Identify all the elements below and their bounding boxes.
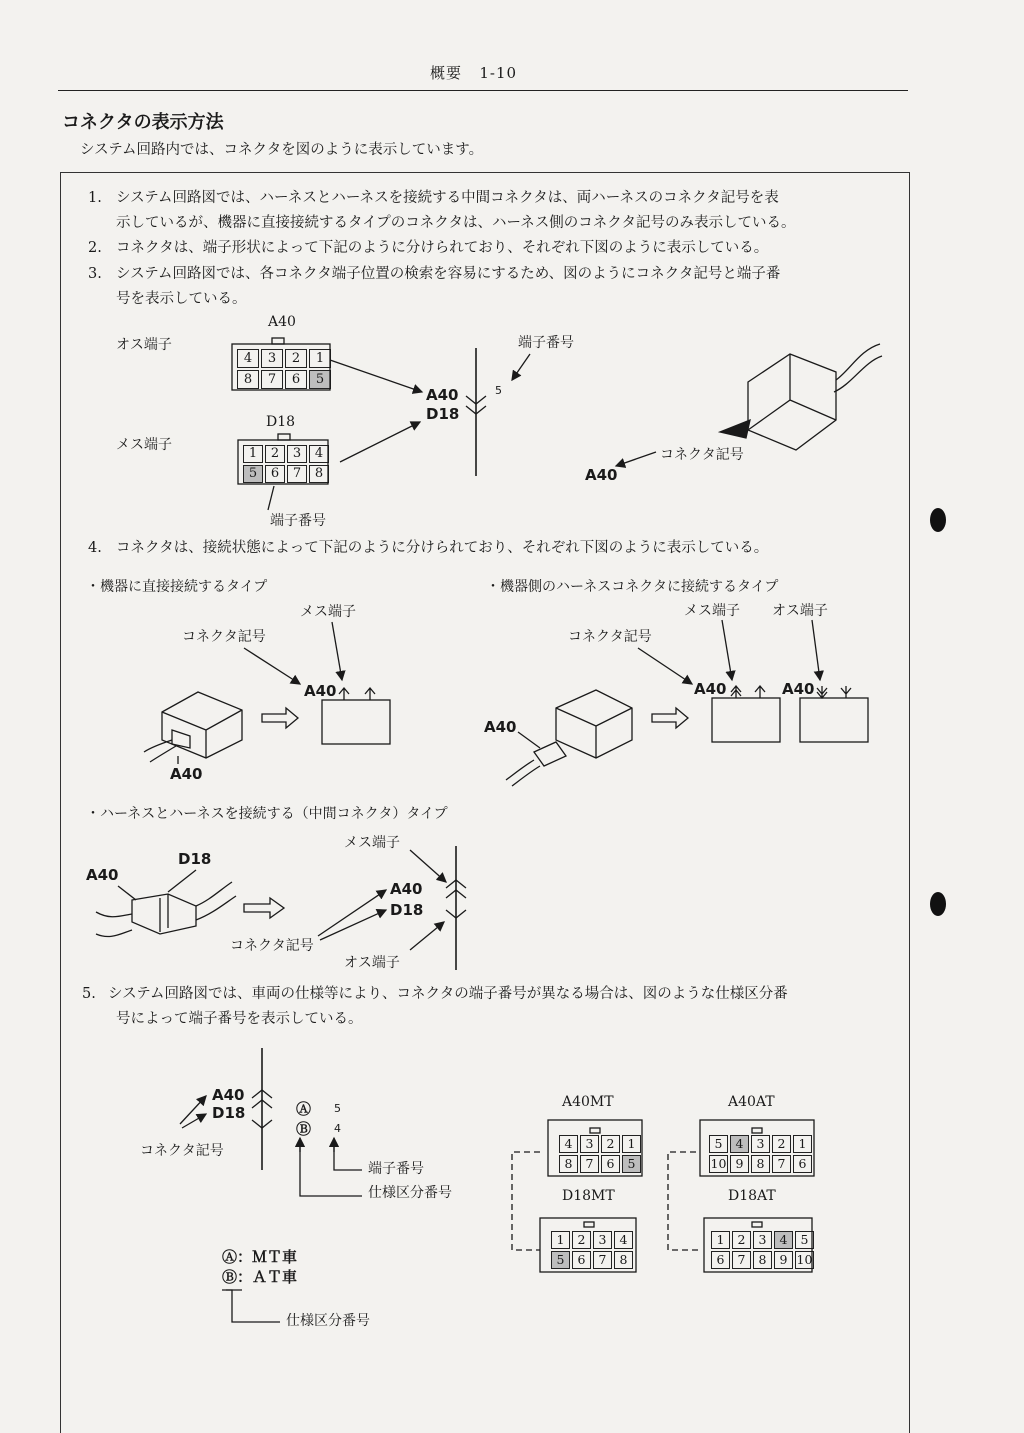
right-box1-code: A40 xyxy=(694,680,727,698)
grid-cell: 7 xyxy=(580,1155,599,1173)
item-3-number: 3. xyxy=(88,266,102,282)
grid-cell: 1 xyxy=(793,1135,812,1153)
spec-pin-b: 4 xyxy=(334,1122,341,1135)
male-connector-code: A40 xyxy=(268,314,296,330)
female-connector-grid xyxy=(242,444,330,484)
grid-cell: 7 xyxy=(772,1155,791,1173)
grid-cell: 3 xyxy=(261,349,283,368)
diagram-pin-number: 5 xyxy=(495,384,502,397)
grid-cell: 5 xyxy=(795,1231,814,1249)
grid-cell: 3 xyxy=(580,1135,599,1153)
middle-symbol-label: コネクタ記号 xyxy=(230,938,314,954)
grid-cell-shaded: 5 xyxy=(309,370,331,389)
d18at-title: D18AT xyxy=(728,1188,776,1204)
header-rule xyxy=(58,90,908,91)
connector-code-label: A40 xyxy=(585,466,618,484)
grid-cell: 2 xyxy=(732,1231,751,1249)
grid-cell: 7 xyxy=(261,370,283,389)
grid-cell: 1 xyxy=(243,445,263,463)
item-5-number: 5. xyxy=(82,986,96,1002)
grid-cell: 8 xyxy=(753,1251,772,1269)
grid-cell: 8 xyxy=(309,465,329,483)
item-2-line-1: コネクタは、端子形状によって下記のように分けられており、それぞれ下図のように表示している。 xyxy=(116,240,769,256)
grid-cell: 1 xyxy=(309,349,331,368)
grid-cell: 8 xyxy=(751,1155,770,1173)
grid-cell: 8 xyxy=(559,1155,578,1173)
grid-cell: 6 xyxy=(601,1155,620,1173)
grid-cell: 2 xyxy=(772,1135,791,1153)
grid-cell: 3 xyxy=(287,445,307,463)
a40at-title: A40AT xyxy=(728,1094,775,1110)
item-1-line-1: システム回路図では、ハーネスとハーネスを接続する中間コネクタは、両ハーネスのコネクタ記号を表 xyxy=(116,190,779,206)
left-symbol-label: コネクタ記号 xyxy=(182,629,266,645)
item-3-line-2: 号を表示している。 xyxy=(116,291,247,307)
punch-hole-top xyxy=(930,508,946,532)
item-2-number: 2. xyxy=(88,240,102,256)
grid-cell: 2 xyxy=(285,349,307,368)
header-page-number: 1-10 xyxy=(479,64,518,82)
grid-cell: 4 xyxy=(559,1135,578,1153)
grid-cell: 8 xyxy=(237,370,259,389)
grid-cell: 7 xyxy=(732,1251,751,1269)
grid-cell: 6 xyxy=(793,1155,812,1173)
grid-cell: 4 xyxy=(237,349,259,368)
grid-cell-shaded: 5 xyxy=(551,1251,570,1269)
d18mt-grid xyxy=(550,1230,634,1270)
grid-cell: 3 xyxy=(753,1231,772,1249)
item-4-line-1: コネクタは、接続状態によって下記のように分けられており、それぞれ下図のように表示している。 xyxy=(116,540,769,556)
middle-female-label: メス端子 xyxy=(344,835,400,851)
terminal-number-label-top: 端子番号 xyxy=(518,335,574,351)
section-title: コネクタの表示方法 xyxy=(62,112,224,133)
middle-male-label: オス端子 xyxy=(344,955,400,971)
middle-type-caption: ・ハーネスとハーネスを接続する（中間コネクタ）タイプ xyxy=(86,806,448,822)
grid-cell: 6 xyxy=(711,1251,730,1269)
section-intro: システム回路内では、コネクタを図のように表示しています。 xyxy=(80,142,484,158)
item-5-line-2: 号によって端子番号を表示している。 xyxy=(116,1011,363,1027)
item-5-line-1: システム回路図では、車両の仕様等により、コネクタの端子番号が異なる場合は、図のような仕様区分番 xyxy=(108,986,788,1002)
fig5-spec-label: 仕様区分番号 xyxy=(368,1185,452,1201)
fig5-terminal-label: 端子番号 xyxy=(368,1161,424,1177)
grid-cell-shaded: 5 xyxy=(622,1155,641,1173)
right-symbol-label: コネクタ記号 xyxy=(568,629,652,645)
legend-spec-label: 仕様区分番号 xyxy=(286,1313,370,1329)
item-1-line-2: 示しているが、機器に直接接続するタイプのコネクタは、ハーネス側のコネクタ記号のみ表示している。 xyxy=(116,215,796,231)
grid-cell: 6 xyxy=(265,465,285,483)
item-3-line-1: システム回路図では、各コネクタ端子位置の検索を容易にするため、図のようにコネクタ記号と端子番 xyxy=(116,266,781,282)
grid-cell: 6 xyxy=(572,1251,591,1269)
grid-cell: 1 xyxy=(711,1231,730,1249)
grid-cell: 10 xyxy=(796,1252,813,1267)
male-terminal-label: オス端子 xyxy=(116,337,172,353)
legend-mt: Ⓐ：ＭＴ車 xyxy=(222,1248,298,1266)
item-4-number: 4. xyxy=(88,540,102,556)
female-connector-code: D18 xyxy=(266,414,296,430)
harness-side-type-caption: ・機器側のハーネスコネクタに接続するタイプ xyxy=(486,579,779,595)
diagram-code-a40: A40 xyxy=(426,386,459,404)
middle-code-a40: A40 xyxy=(86,866,119,884)
grid-cell-shaded: 5 xyxy=(243,465,263,483)
left-box-code: A40 xyxy=(304,682,337,700)
grid-cell: 6 xyxy=(285,370,307,389)
grid-cell: 5 xyxy=(709,1135,728,1153)
a40mt-grid xyxy=(558,1134,642,1174)
grid-cell: 2 xyxy=(601,1135,620,1153)
grid-cell: 7 xyxy=(287,465,307,483)
diagram-code-d18: D18 xyxy=(426,405,460,423)
d18at-grid xyxy=(710,1230,815,1270)
grid-cell: 1 xyxy=(622,1135,641,1153)
a40at-grid xyxy=(708,1134,813,1174)
grid-cell: 4 xyxy=(309,445,329,463)
spec-pin-a: 5 xyxy=(334,1102,341,1115)
grid-cell-shaded: 4 xyxy=(730,1135,749,1153)
grid-cell: 3 xyxy=(751,1135,770,1153)
right-plug-code: A40 xyxy=(484,718,517,736)
grid-cell: 7 xyxy=(593,1251,612,1269)
middle-diagram-a40: A40 xyxy=(390,880,423,898)
right-female-label: メス端子 xyxy=(684,603,740,619)
page-header xyxy=(430,62,517,83)
fig5-code-a40: A40 xyxy=(212,1086,245,1104)
a40mt-title: A40MT xyxy=(562,1094,614,1110)
middle-diagram-d18: D18 xyxy=(390,901,424,919)
grid-cell-shaded: 4 xyxy=(774,1231,793,1249)
item-1-number: 1. xyxy=(88,190,102,206)
grid-cell: 9 xyxy=(730,1155,749,1173)
grid-cell: 3 xyxy=(593,1231,612,1249)
right-male-label: オス端子 xyxy=(772,603,828,619)
header-section: 概要 xyxy=(430,64,463,82)
legend-at: Ⓑ：ＡＴ車 xyxy=(222,1268,298,1286)
grid-cell: 4 xyxy=(614,1231,633,1249)
grid-cell: 10 xyxy=(710,1156,727,1171)
d18mt-title: D18MT xyxy=(562,1188,615,1204)
grid-cell: 9 xyxy=(774,1251,793,1269)
middle-code-d18: D18 xyxy=(178,850,212,868)
spec-mark-b: Ⓑ xyxy=(296,1120,312,1138)
left-female-label: メス端子 xyxy=(300,604,356,620)
grid-cell: 8 xyxy=(614,1251,633,1269)
grid-cell: 2 xyxy=(572,1231,591,1249)
direct-type-caption: ・機器に直接接続するタイプ xyxy=(86,579,268,595)
fig5-code-d18: D18 xyxy=(212,1104,246,1122)
male-connector-grid xyxy=(236,348,332,390)
left-plug-code: A40 xyxy=(170,765,203,783)
punch-hole-bottom xyxy=(930,892,946,916)
spec-mark-a: Ⓐ xyxy=(296,1100,312,1118)
fig5-symbol-label: コネクタ記号 xyxy=(140,1143,224,1159)
terminal-number-label-bottom: 端子番号 xyxy=(270,513,326,529)
right-box2-code: A40 xyxy=(782,680,815,698)
grid-cell: 1 xyxy=(551,1231,570,1249)
female-terminal-label: メス端子 xyxy=(116,437,172,453)
connector-symbol-label: コネクタ記号 xyxy=(660,447,744,463)
grid-cell: 2 xyxy=(265,445,285,463)
